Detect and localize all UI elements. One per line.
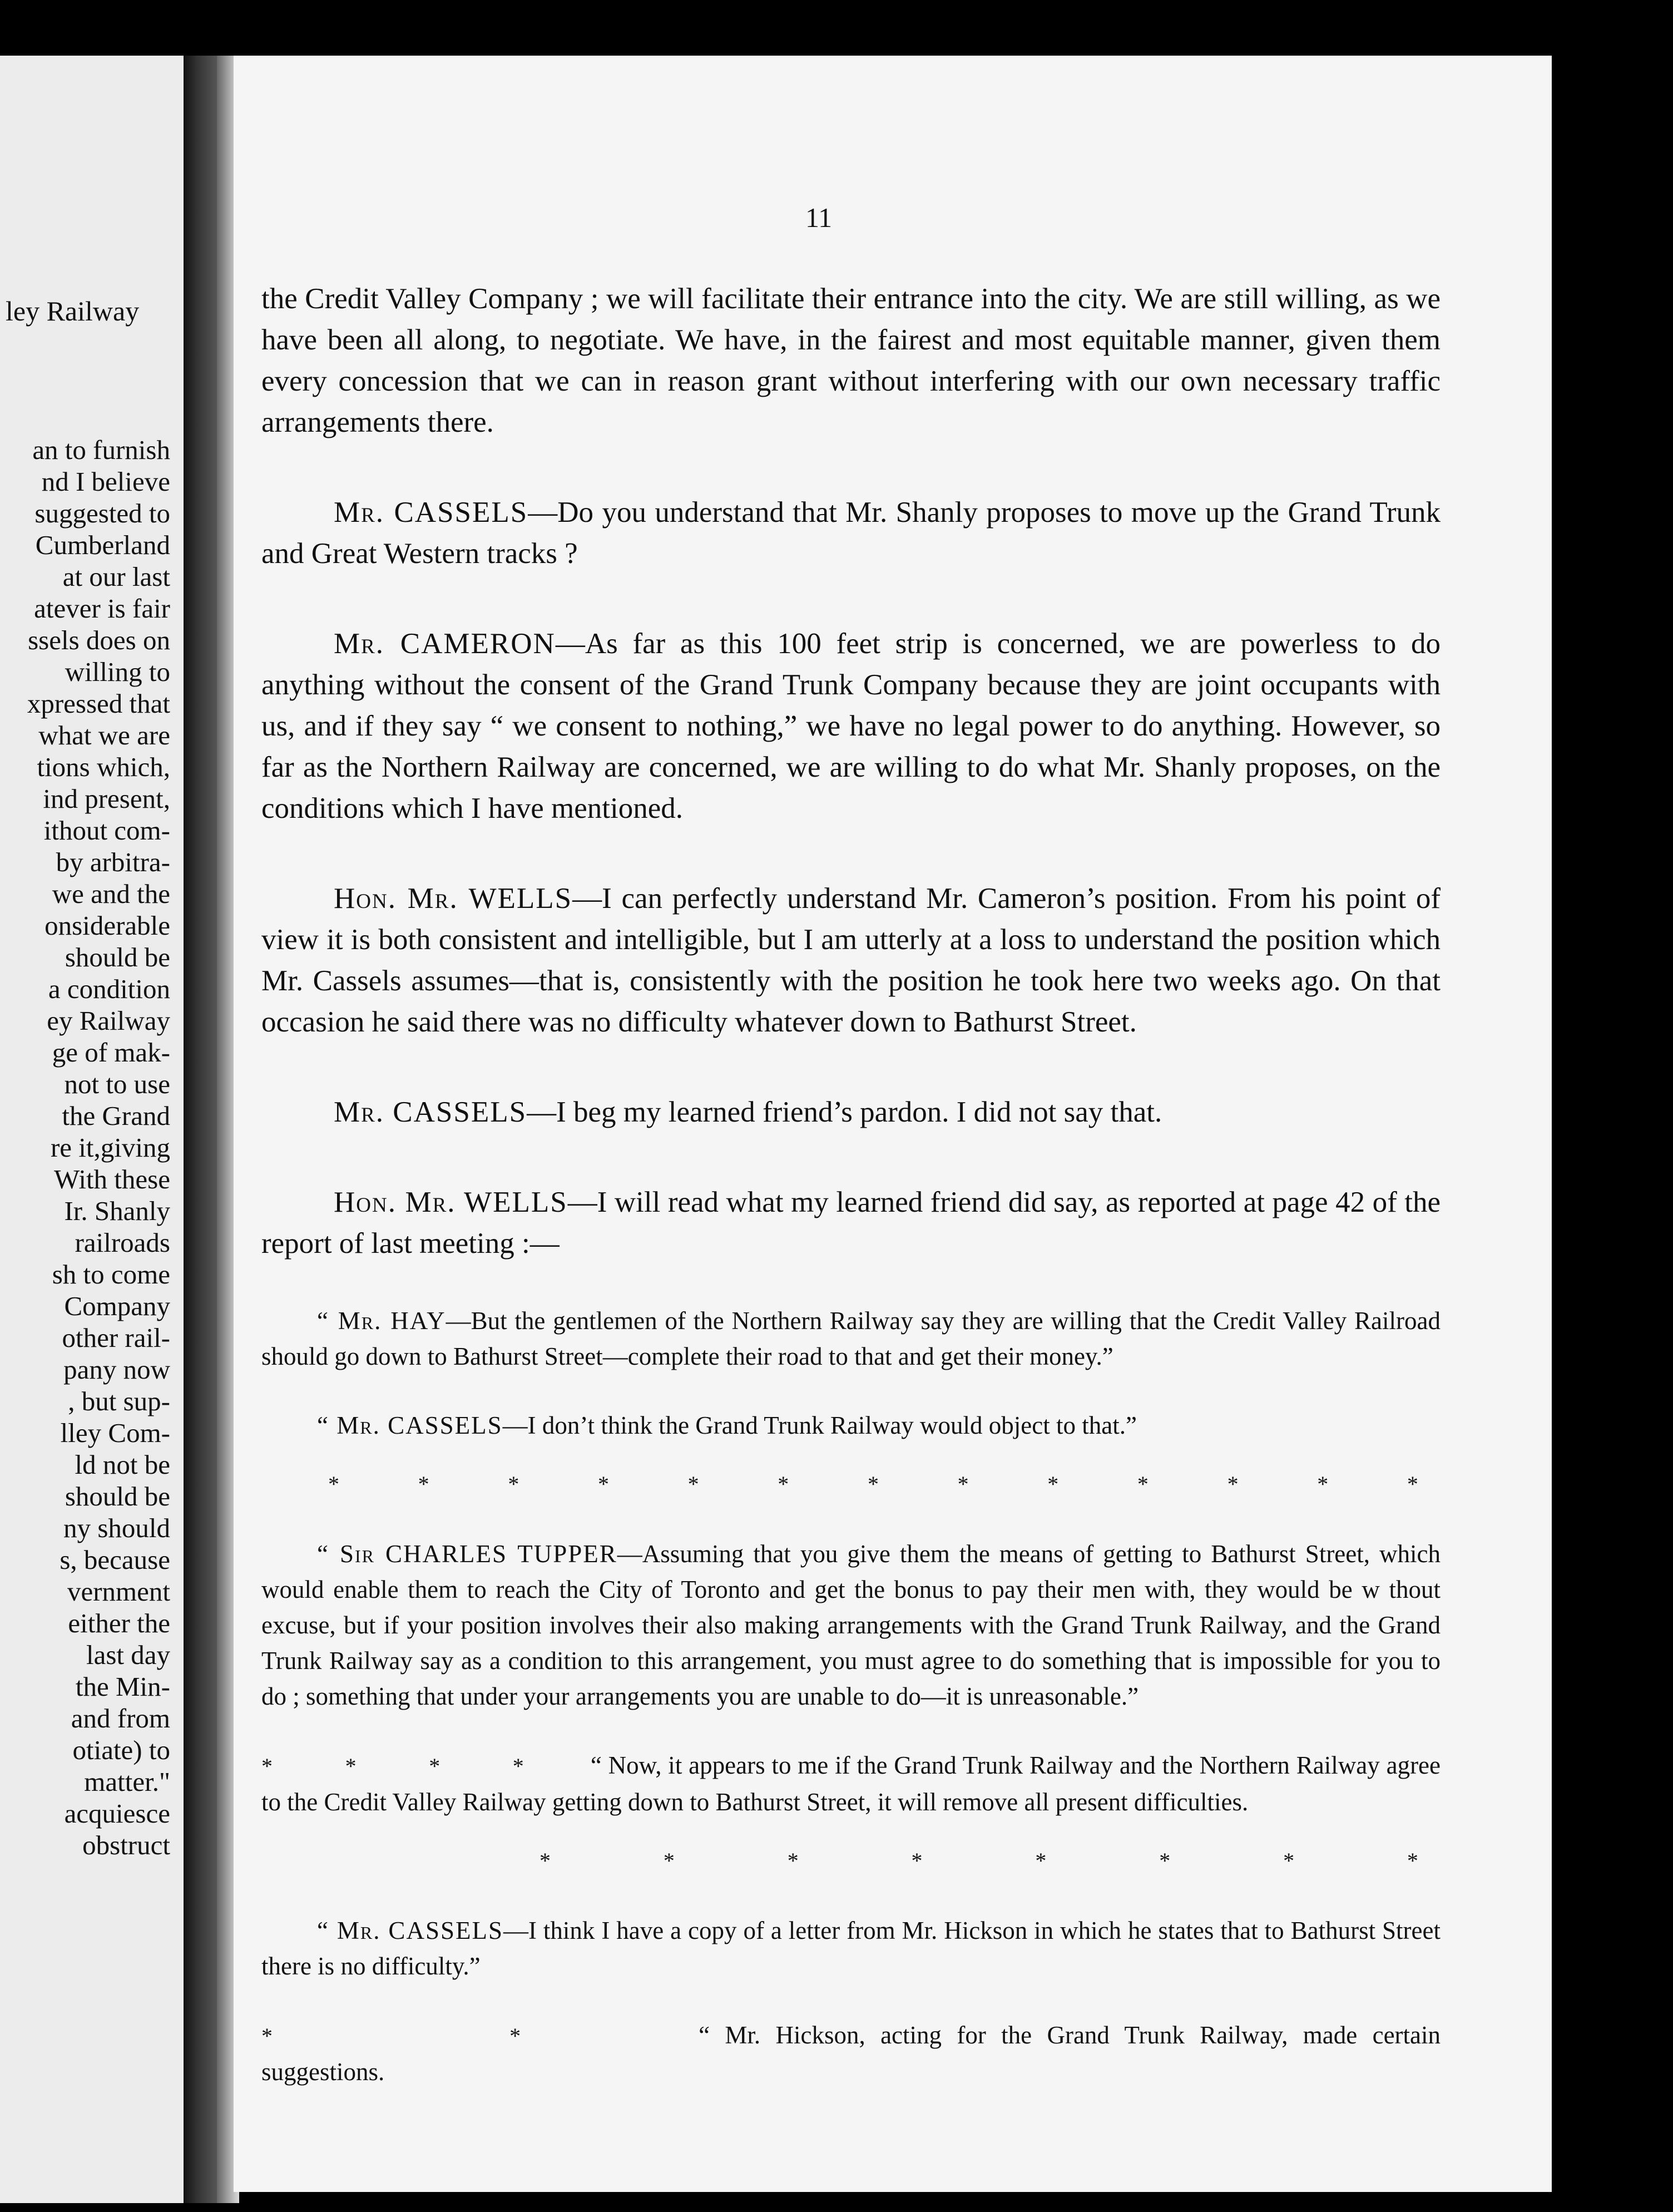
ellipsis-star: * — [1227, 1472, 1239, 1497]
quote-tupper — [261, 1536, 1441, 1714]
speaker: Hon. Mr. WELLS — [334, 882, 573, 915]
ellipsis-star: * — [1317, 1472, 1329, 1497]
speaker: “ Sir CHARLES TUPPER — [317, 1540, 617, 1568]
ellipsis-star: * — [418, 1472, 429, 1497]
facing-page-line: nd I believe — [41, 466, 170, 497]
facing-page-line: Company — [64, 1291, 170, 1321]
facing-page-line: ld not be — [75, 1449, 170, 1480]
paragraph-text: —I will read what my learned friend did say, as reported at page 42 of the report of last meeting :— — [261, 1186, 1441, 1260]
facing-page-line: suggested to — [34, 498, 170, 529]
ellipsis-stars: * * — [261, 2023, 632, 2048]
ellipsis-star: * — [1407, 1848, 1418, 1873]
speaker: Mr. CASSELS — [334, 496, 528, 529]
ellipsis-star: * — [787, 1848, 799, 1873]
quote-tupper-continued — [261, 1747, 1441, 1820]
ellipsis-star: * — [1407, 1472, 1418, 1497]
facing-page-line: the Grand — [62, 1100, 170, 1131]
facing-page-line: and from — [71, 1703, 170, 1734]
quote-text: —Assuming that you give them the means of getting to Bathurst Street, which would enable them to reach the City of Toronto and get the bonus to pay their men with, they would be w thout excuse, but if your position involves their also making arrangements with the Grand Trunk Railway, and the Grand Trunk Railway say as a condition to this arrangement, you must agree to do something that is impossible for you to do ; something that under your arrangements you are unable to do—it is unreasonable.” — [261, 1540, 1441, 1710]
facing-page-line: Cumberland — [35, 530, 170, 560]
facing-page-line: vernment — [67, 1576, 170, 1607]
facing-page-line: Ir. Shanly — [64, 1196, 170, 1226]
speaker: “ Mr. HAY — [317, 1307, 446, 1335]
speaker: Mr. CAMERON — [334, 628, 556, 660]
ellipsis-star-row — [261, 1848, 1441, 1874]
ellipsis-star-row — [261, 1471, 1441, 1497]
ellipsis-star: * — [778, 1472, 789, 1497]
paragraph-cameron — [261, 623, 1441, 829]
facing-page-line: what we are — [38, 720, 170, 750]
ellipsis-star: * — [539, 1848, 551, 1873]
scan-frame-top — [0, 0, 1673, 56]
ellipsis-star: * — [1137, 1472, 1149, 1497]
speaker: Hon. Mr. WELLS — [334, 1186, 568, 1218]
facing-page-line: ssels does on — [28, 625, 170, 655]
facing-page-line: lley Com- — [60, 1418, 170, 1448]
facing-page-line: the Min- — [75, 1671, 170, 1702]
paragraph-text: —As far as this 100 feet strip is concerned, we are powerless to do anything without the consent of the Grand Trunk Company because they are joint occupants with us, and if they say “ we consent to nothing,” we have no legal power to do anything. However, so far as the Northern Railway are concerned, we are willing to do what Mr. Shanly proposes, on the conditions which I have mentioned. — [261, 628, 1441, 824]
paragraph-text: —Do you understand that Mr. Shanly proposes to move up the Grand Trunk and Great Western tracks ? — [261, 496, 1441, 570]
ellipsis-star: * — [508, 1472, 519, 1497]
ellipsis-star: * — [957, 1472, 969, 1497]
page-body — [261, 278, 1441, 2123]
paragraph-cassels-reply — [261, 1092, 1441, 1133]
quote-text: —I don’t think the Grand Trunk Railway would object to that.” — [502, 1411, 1137, 1439]
facing-page-line: onsiderable — [44, 910, 170, 941]
facing-page-line: either the — [68, 1608, 170, 1638]
facing-page-line: other rail- — [62, 1322, 170, 1353]
document-page — [234, 56, 1552, 2192]
facing-page-line: willing to — [65, 656, 170, 687]
paragraph-wells-2 — [261, 1182, 1441, 1264]
scan-frame-right — [1552, 56, 1673, 2212]
facing-page-line: at our last — [62, 561, 170, 592]
speaker: “ Mr. CASSELS — [317, 1411, 503, 1439]
facing-page — [0, 56, 184, 2203]
quote-text: —I think I have a copy of a letter from Mr. Hickson in which he states that to Bathurst Street there is no difficulty.” — [261, 1917, 1441, 1980]
ellipsis-star: * — [1035, 1848, 1047, 1873]
facing-page-line: a condition — [48, 974, 170, 1004]
paragraph-cassels-question — [261, 492, 1441, 574]
ellipsis-stars: * * * * — [261, 1754, 557, 1779]
facing-page-line: ny should — [63, 1513, 170, 1543]
facing-page-line: obstruct — [82, 1830, 170, 1860]
quote-text: —But the gentlemen of the Northern Railway say they are willing that the Credit Valley Railroad should go down to Bathurst Street—complete their road to that and get their money.” — [261, 1307, 1441, 1370]
quote-hickson — [261, 2017, 1441, 2090]
ellipsis-star: * — [911, 1848, 923, 1873]
facing-page-header: ley Railway — [6, 295, 140, 327]
page-number: 11 — [805, 202, 833, 233]
speaker: “ Mr. CASSELS — [317, 1917, 504, 1944]
facing-page-line: pany now — [63, 1354, 170, 1385]
quote-cassels-1 — [261, 1408, 1441, 1443]
facing-page-line: ithout com- — [43, 815, 170, 846]
paragraph-text: —I can perfectly understand Mr. Cameron’s position. From his point of view it is both consistent and intelligible, but I am utterly at a loss to understand the position which Mr. Cassels assumes—that is, consistently with the position he took here two weeks ago. On that occasion he said there was no difficulty whatever down to Bathurst Street. — [261, 882, 1441, 1038]
paragraph-text: —I beg my learned friend’s pardon. I did not say that. — [527, 1096, 1162, 1128]
facing-page-line: sh to come — [52, 1259, 170, 1290]
facing-page-line: we and the — [52, 878, 170, 909]
ellipsis-star: * — [1047, 1472, 1059, 1497]
facing-page-line: ey Railway — [47, 1005, 170, 1036]
facing-page-line: an to furnish — [32, 434, 170, 465]
facing-page-line: by arbitra- — [56, 847, 170, 877]
book-gutter — [184, 56, 217, 2203]
speaker: Mr. CASSELS — [334, 1096, 527, 1128]
paragraph-text: the Credit Valley Company ; we will facilitate their entrance into the city. We are still willing, as we have been all along, to negotiate. We have, in the fairest and most equitable manner, given them every concession that we can in reason grant without interfering with our own necessary traffic arrangements there. — [261, 283, 1441, 438]
facing-page-line: otiate) to — [72, 1735, 170, 1765]
quote-text: “ Mr. Hickson, acting for the Grand Trunk Railway, made certain suggestions. — [261, 2021, 1441, 2086]
facing-page-line: ge of mak- — [52, 1037, 170, 1068]
quote-cassels-2 — [261, 1913, 1441, 1984]
ellipsis-star: * — [1283, 1848, 1295, 1873]
ellipsis-star: * — [663, 1848, 675, 1873]
facing-page-line: ind present, — [43, 783, 170, 814]
facing-page-line: xpressed that — [27, 688, 170, 719]
ellipsis-star: * — [597, 1472, 609, 1497]
facing-page-line: tions which, — [37, 752, 170, 782]
facing-page-line: should be — [65, 942, 170, 972]
quote-text: “ Now, it appears to me if the Grand Trunk Railway and the Northern Railway agree to the Credit Valley Railway getting down to Bathurst Street, it will remove all present difficulties. — [261, 1751, 1441, 1816]
facing-page-line: re it,giving — [50, 1132, 170, 1163]
facing-page-line: s, because — [60, 1544, 170, 1575]
ellipsis-star: * — [687, 1472, 699, 1497]
facing-page-line: last day — [86, 1640, 170, 1670]
facing-page-line: atever is fair — [34, 593, 170, 624]
ellipsis-star: * — [867, 1472, 879, 1497]
ellipsis-star: * — [328, 1472, 339, 1497]
ellipsis-star: * — [1159, 1848, 1171, 1873]
paragraph-continuation — [261, 278, 1441, 443]
facing-page-line: , but sup- — [68, 1386, 170, 1416]
paragraph-wells-1 — [261, 878, 1441, 1043]
facing-page-line: acquiesce — [64, 1798, 170, 1829]
facing-page-line: With these — [54, 1164, 170, 1194]
quote-hay — [261, 1303, 1441, 1374]
facing-page-line: railroads — [75, 1227, 170, 1258]
facing-page-line: matter." — [84, 1766, 170, 1797]
facing-page-line: not to use — [64, 1069, 170, 1099]
facing-page-line: should be — [65, 1481, 170, 1512]
